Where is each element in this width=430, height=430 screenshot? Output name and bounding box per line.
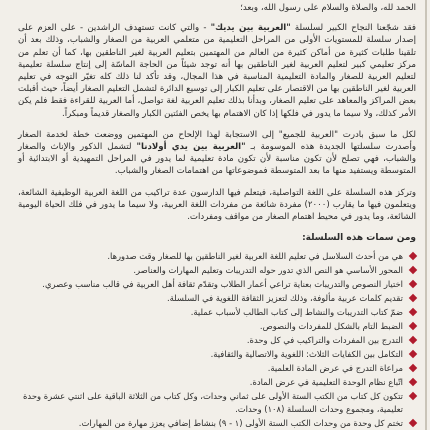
diamond-bullet-icon (409, 350, 417, 358)
list-item-text: اتّباع نظام الوحدة التعليمية في عرض المادة. (249, 377, 403, 388)
response-paragraph (18, 129, 416, 178)
list-item (18, 292, 416, 304)
intro-text-after: - والتي كانت تستهدف الراشدين - على العزم على إصدار سلسلة للمستويات الأولى من المراحل التعليمية من متعلمي العربية من الصغار والشباب، وذلك بعد أن تلقينا طلبات كثيرة من أماكن كثيرة من العالم من المهتمين بتعليم العربية لغير الناطقين بها، كما أن تعلم من مركز تعليمي كبير لتعليم العربية لغير الناطقين بها أنه توجد شيئاً من الحاجة الماسّة إلى إنتاج سلسلة تعليمية لتعليم العربية للصغار والمادة التعليمية المناسبة في هذا المجال، وقد تأكد لنا ذلك كله تغيّر التوجه في تعليم العربية لغير الناطقين بها من الاقتصار على تعليم الكبار إلى توسيع الدائرة لتشمل التعليم الصغار أيضاً، حيث أقبلت بعض المراكز والمعاهد على تعليم الصغار، وبدأنا بذلك تعليم العربية لغة تواصل، أما العربية للقراءة فقط فلم يكن الأمر كذلك، ولا سيما ما يدور في فلكها إذا كان الاهتمام بها يخص الفئتين الكبار والصغار قديماً ومبكراً. (18, 23, 416, 119)
list-item-text: تتكون كل كتاب من الكتب الستة الأولى على ثماني وحدات، وكل كتاب من الثلاثة الباقية على اثنتي عشرة وحدة تعليمية، ومجموع وحدات السلسلة (١٠٨) وحدات. (23, 391, 403, 414)
features-heading: ومن سمات هذه السلسلة: (302, 233, 416, 244)
list-item (18, 417, 416, 429)
list-item-text: هي من أحدث السلاسل في تعليم اللغة العربية لغير الناطقين بها للصغار وقت صدورها. (107, 251, 403, 262)
list-item-text: الضبط التام بالشكل للمفردات والنصوص. (259, 321, 403, 332)
diamond-bullet-icon (409, 266, 417, 274)
diamond-bullet-icon (409, 364, 417, 372)
list-item (18, 306, 416, 318)
focus-text: وتركز هذه السلسلة على اللغة التواصلية، فيتعلم فيها الدارسون عدة تراكيب من اللغة العربية الوظيفية الشائعة، ويتعلمون فيها ما يقارب (٢٠٠٠) مفردة شائعة من مفردات اللغة العربية، ولا سيما ما يدور في فلك الحياة اليومية الشائعة، وما يدور في محيط اهتمام الصغار من مواقف ومفردات. (18, 187, 416, 223)
list-item-text: ضمّ كتاب التدريبات والنشاط إلى كتاب الطالب لأسباب عملية. (190, 307, 403, 318)
diamond-bullet-icon (409, 336, 417, 344)
diamond-bullet-icon (409, 392, 417, 400)
list-item-text: تختم كل وحدة من وحدات الكتب الستة الأولى (١ - ٩) بنشاط إضافي يعزز مهارة من المهارات. (78, 417, 403, 428)
list-item (18, 320, 416, 332)
intro-text-before: فقد شجّعنا النجاح الكبير لسلسلة (290, 23, 416, 34)
features-list (18, 250, 416, 429)
response-text-before: لكل ما سبق بادرت "العربية للجميع" إلى الاستجابة لهذا الإلحاح من المهتمين ووضعت خطة لخدمة الصغار وأصدرت سلسلتها الجديدة هذه الموسومة بـ (18, 129, 416, 153)
greeting: الحمد لله، والصلاة والسلام على رسول الله، وبعد؛ (240, 3, 416, 13)
diamond-bullet-icon (409, 280, 417, 288)
diamond-bullet-icon (409, 308, 417, 316)
list-item (18, 334, 416, 346)
list-item (18, 264, 416, 276)
diamond-bullet-icon (409, 322, 417, 330)
diamond-bullet-icon (409, 294, 417, 302)
list-item-text: مراعاة التدرج في عرض المادة العلمية. (267, 363, 403, 374)
diamond-bullet-icon (409, 418, 417, 426)
list-item (18, 250, 416, 262)
focus-paragraph (18, 187, 416, 224)
diamond-bullet-icon (409, 252, 417, 260)
list-item-text: تقديم كلمات عربية مألوفة، وذلك لتعزيز الثقافة اللغوية في السلسلة. (166, 293, 403, 304)
diamond-bullet-icon (409, 378, 417, 386)
margin-rule (425, 0, 427, 430)
list-item (18, 278, 416, 290)
series-title-adults: "العربية بين يديك" (210, 23, 291, 34)
list-item (18, 348, 416, 360)
response-text-after: لتشمل الذكور والإناث والصغار والشباب، فهي تصلح لأن تكون مناسبة لأن تكون مادة تعليمية لما يدور في المراحل التمهيدية أو الابتدائية أو المتوسطة ويستفيد منها ما بعد المتوسطة فموضوعاتها من اهتمامات الصغار والشباب. (18, 142, 416, 177)
list-item-text: التدرج بين المفردات والتراكيب في كل وحدة. (246, 335, 403, 346)
list-item (18, 362, 416, 374)
intro-paragraph (18, 22, 416, 120)
list-item-text: المحور الأساسي هو النص الذي تدور حوله التدريبات وتعليم المهارات والعناصر. (133, 265, 403, 276)
series-title-children: "العربية بين يدي أولادنا" (136, 142, 246, 153)
list-item (18, 376, 416, 388)
list-item-text: التكامل بين الكفايات الثلاث: اللغوية والاتصالية والثقافية. (210, 349, 403, 360)
list-item-text: اختيار النصوص والتدريبات بعناية تراعي أعمار الطلاب وتقدّم ثقافة أهل العربية في قالب مناسب وعصري. (42, 279, 403, 290)
list-item (18, 390, 416, 415)
